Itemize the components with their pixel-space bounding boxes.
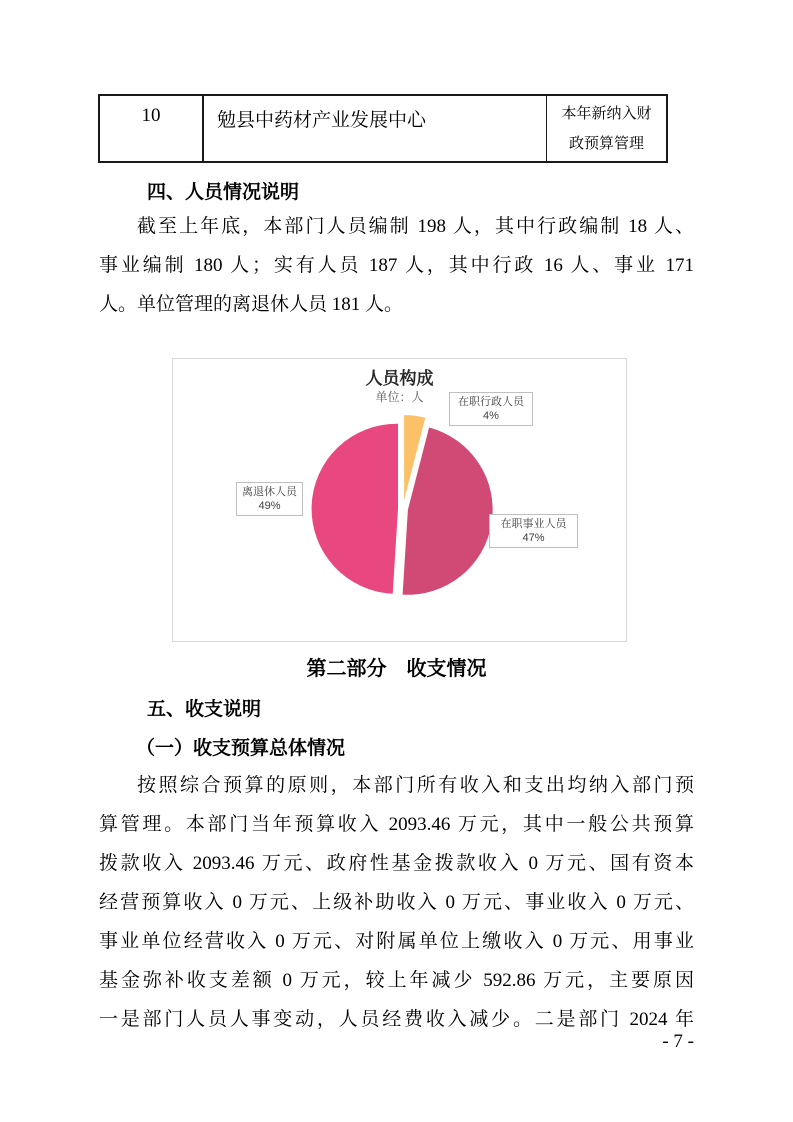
- pie-slice-2: [312, 424, 398, 594]
- table-note-line1: 本年新纳入财: [561, 106, 652, 122]
- personnel-paragraph: [99, 207, 694, 324]
- body-line: 按照综合预算的原则，本部门所有收入和支出均纳入部门预: [137, 775, 694, 796]
- pie-callout-admin: [449, 392, 533, 426]
- body-line: 事业编制 180 人；实有人员 187 人，其中行政 16 人、事业 171: [99, 255, 694, 276]
- body-line: 基金弥补收支差额 0 万元，较上年减少 592.86 万元，主要原因: [99, 970, 694, 991]
- section-heading-budget: 五、收支说明: [147, 699, 262, 720]
- part2-title: 第二部分 收支情况: [306, 658, 487, 680]
- pie-callout-retired: [236, 482, 303, 516]
- section-heading-personnel: 四、人员情况说明: [147, 182, 300, 203]
- budget-paragraph: [99, 766, 694, 1039]
- pie-callout-institution: [489, 514, 578, 548]
- table-cell-index: 10: [100, 96, 204, 161]
- table-cell-org-name: 勉县中药材产业发展中心: [204, 96, 547, 161]
- body-line: 算管理。本部门当年预算收入 2093.46 万元，其中一般公共预算: [99, 814, 694, 835]
- body-line: 经营预算收入 0 万元、上级补助收入 0 万元、事业收入 0 万元、: [99, 892, 694, 913]
- body-line: 人。单位管理的离退休人员 181 人。: [99, 294, 404, 315]
- pie-callout-category: 在职行政人员: [458, 396, 524, 408]
- table-cell-note: [547, 96, 666, 161]
- pie-callout-percent: 4%: [483, 410, 499, 422]
- body-line: 截至上年底，本部门人员编制 198 人，其中行政编制 18 人、: [137, 216, 694, 237]
- pie-callout-category: 离退休人员: [242, 486, 297, 498]
- body-line: 拨款收入 2093.46 万元、政府性基金拨款收入 0 万元、国有资本: [99, 853, 694, 874]
- org-table: [98, 94, 668, 163]
- pie-callout-percent: 47%: [522, 532, 545, 544]
- chart-unit-label: 单位：人: [375, 390, 424, 404]
- pie-callout-category: 在职事业人员: [500, 518, 567, 530]
- pie-callout-percent: 49%: [258, 500, 281, 512]
- body-line: 一是部门人员人事变动，人员经费收入减少。二是部门 2024 年: [99, 1009, 694, 1030]
- chart-title: 人员构成: [365, 369, 434, 388]
- personnel-pie-chart: [172, 358, 627, 642]
- subsection-heading-budget-overview: （一）收支预算总体情况: [136, 738, 346, 759]
- page-number: - 7 -: [662, 1031, 694, 1052]
- body-line: 事业单位经营收入 0 万元、对附属单位上缴收入 0 万元、用事业: [99, 931, 694, 952]
- table-note-line2: 政预算管理: [568, 136, 644, 152]
